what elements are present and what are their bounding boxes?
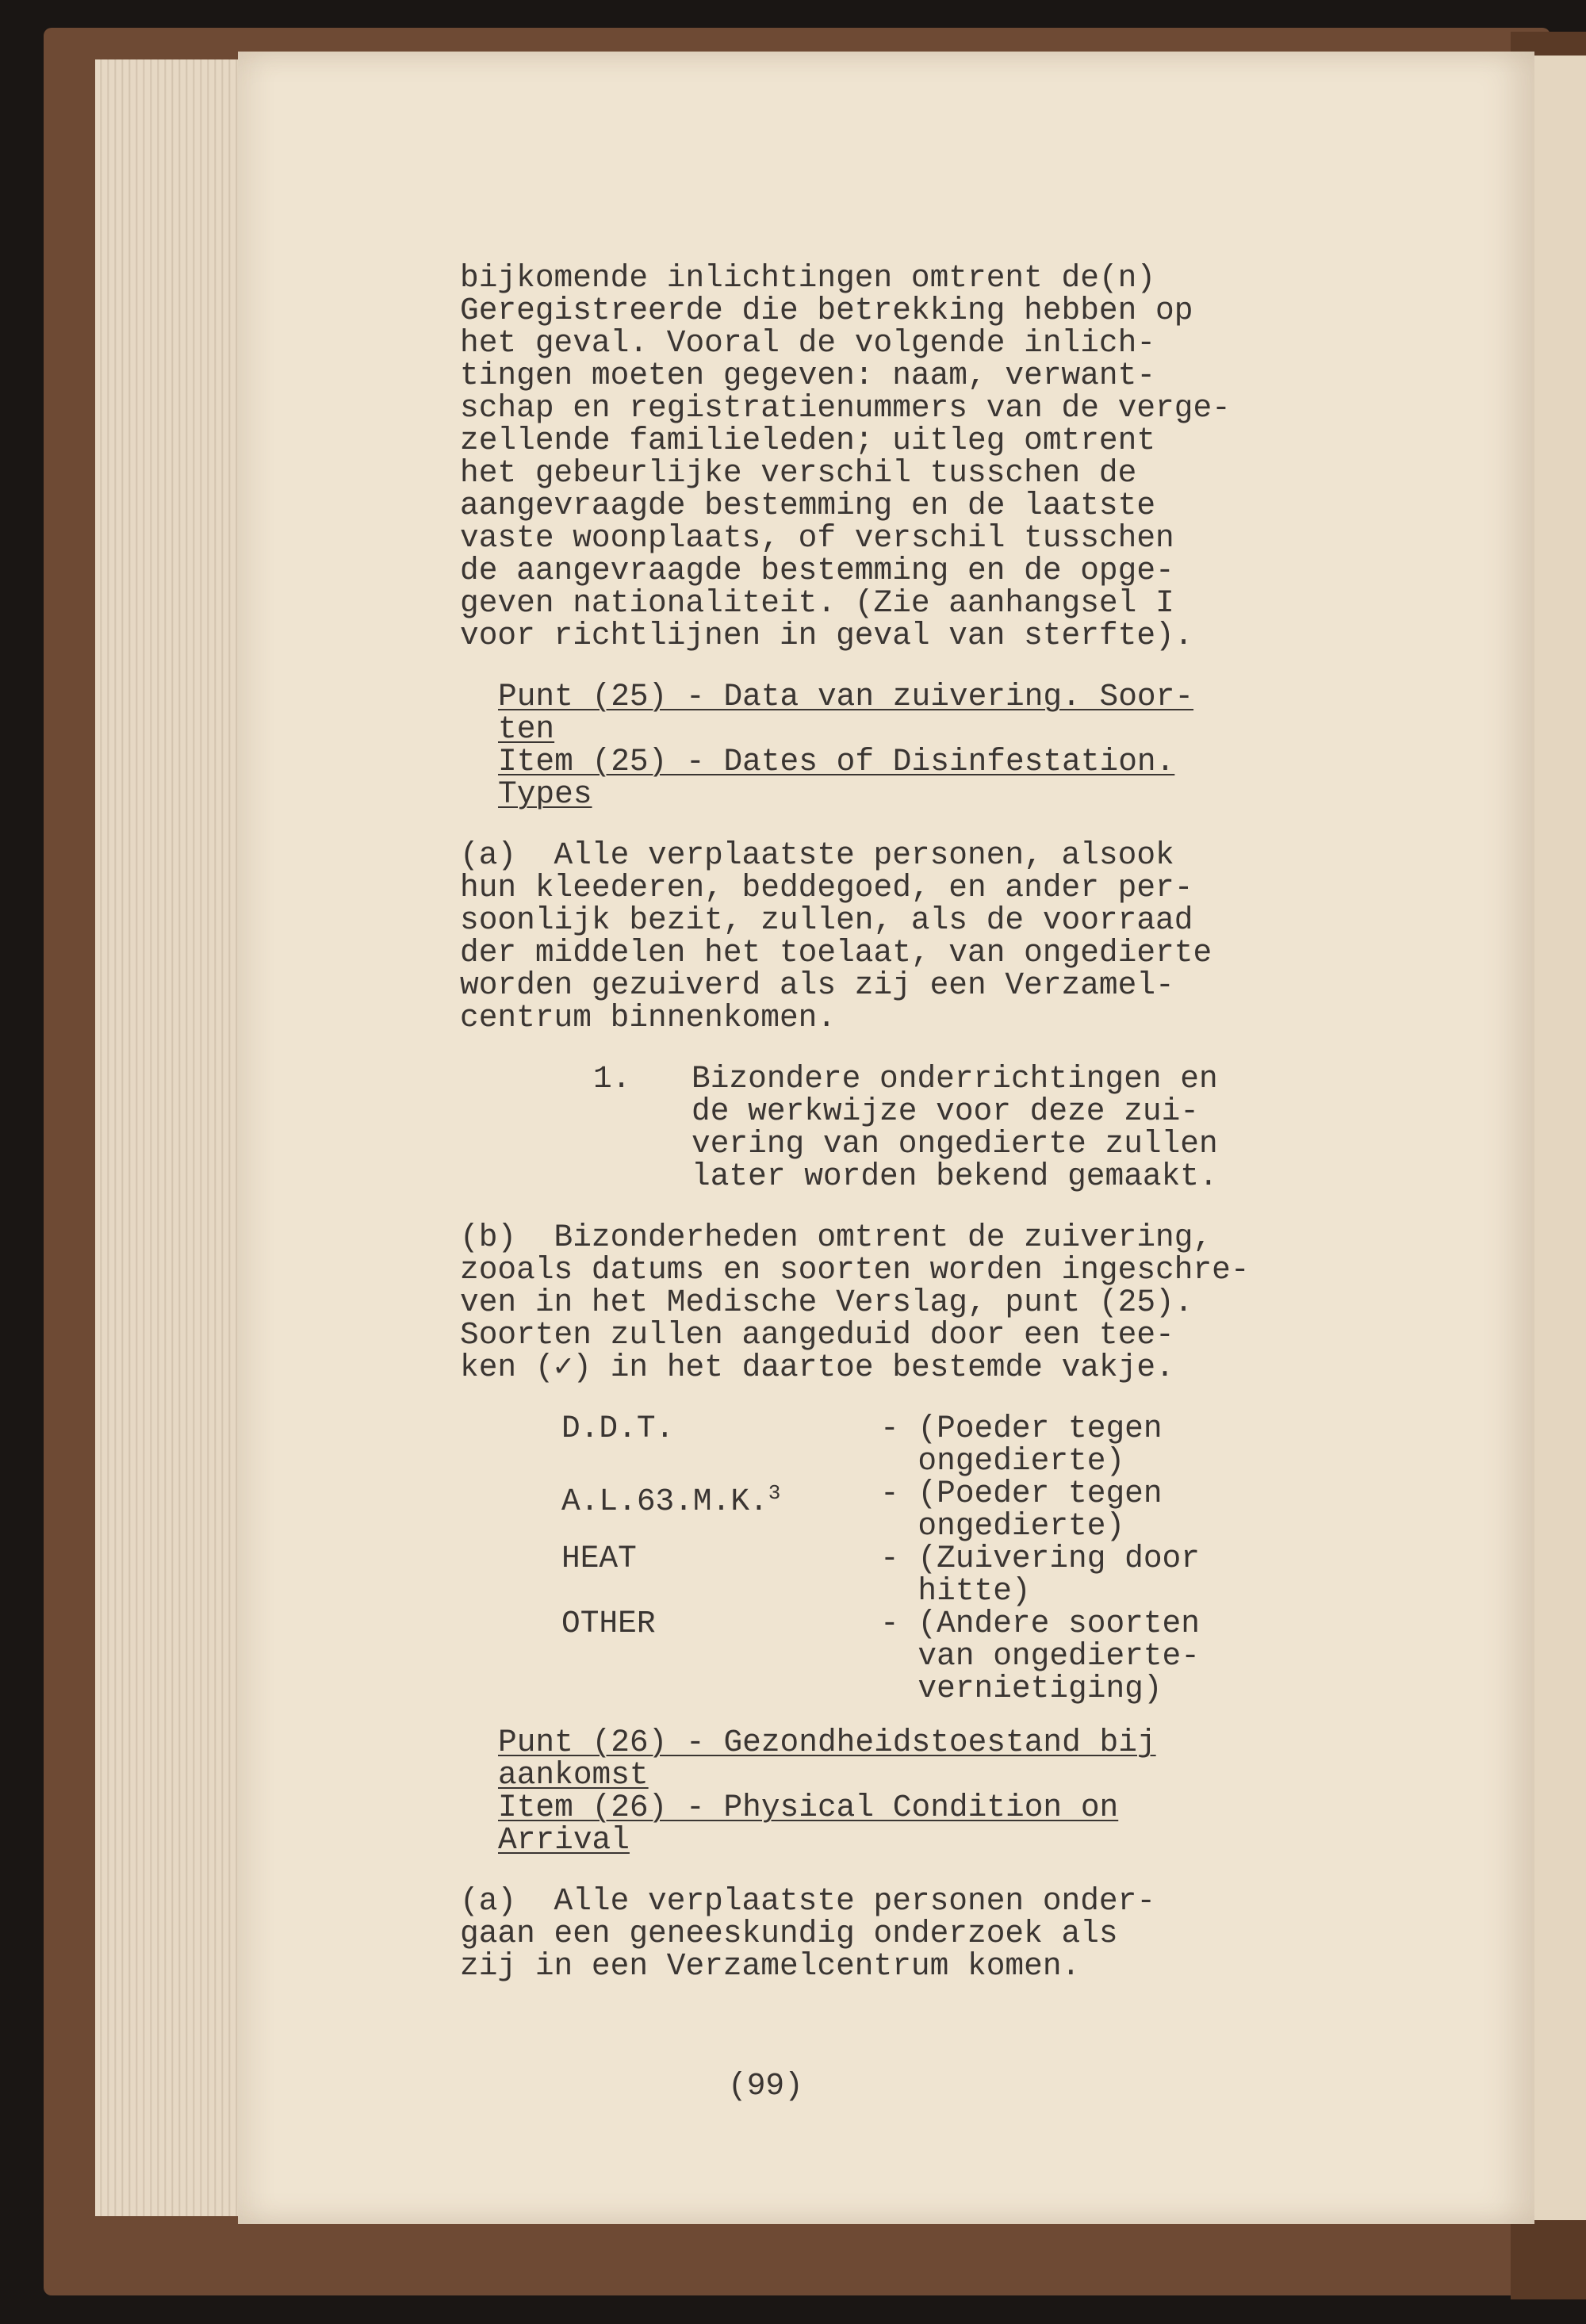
text-line: ken (✓) in het daartoe bestemde vakje. (460, 1350, 1174, 1385)
text-line: later worden bekend gemaakt. (691, 1158, 1218, 1194)
type-name: HEAT (561, 1541, 637, 1576)
text-line: hun kleederen, beddegoed, en ander per- (460, 870, 1193, 905)
type-description: - (Andere soorten (880, 1606, 1200, 1641)
text-line: voor richtlijnen in geval van sterfte). (460, 618, 1193, 653)
type-description: - (Poeder tegen (880, 1411, 1163, 1446)
item-number: 1. (593, 1061, 631, 1097)
text-line: zij in een Verzamelcentrum komen. (460, 1948, 1081, 1984)
type-superscript: 3 (768, 1481, 781, 1505)
numbered-item-1 (460, 1062, 1332, 1193)
text-line: centrum binnenkomen. (460, 1000, 837, 1036)
type-description: ongedierte) (880, 1443, 1125, 1479)
text-line: vaste woonplaats, of verschil tusschen (460, 520, 1174, 556)
text-line: vering van ongedierte zullen (691, 1126, 1218, 1162)
text-line: (a) Alle verplaatste personen onder- (460, 1883, 1156, 1919)
text-line: gaan een geneeskundig onderzoek als (460, 1916, 1118, 1951)
section-heading-25 (498, 680, 1332, 810)
text-line: aangevraagde bestemming en de laatste (460, 488, 1156, 523)
heading-line: Punt (25) - Data van zuivering. Soor- (498, 679, 1194, 714)
text-line: (a) Alle verplaatste personen, alsook (460, 837, 1174, 873)
text-line: de aangevraagde bestemming en de opge- (460, 553, 1174, 588)
text-line: geven nationaliteit. (Zie aanhangsel I (460, 585, 1174, 621)
section-heading-26 (498, 1726, 1332, 1856)
type-name: OTHER (561, 1606, 656, 1641)
page-text (460, 262, 1332, 1982)
text-line: worden gezuiverd als zij een Verzamel- (460, 967, 1174, 1003)
text-line: Geregistreerde die betrekking hebben op (460, 293, 1193, 328)
text-line: zellende familieleden; uitleg omtrent (460, 423, 1156, 458)
heading-line: aankomst (498, 1757, 649, 1793)
heading-line: Item (26) - Physical Condition on (498, 1790, 1119, 1825)
text-line: zooals datums en soorten worden ingeschre- (460, 1252, 1250, 1288)
paragraph-25a (460, 839, 1332, 1034)
type-name: A.L.63.M.K.$^3$ (561, 1481, 781, 1520)
text-line: (b) Bizonderheden omtrent de zuivering, (460, 1219, 1212, 1255)
type-description: ongedierte) (880, 1508, 1125, 1544)
heading-line: Arrival (498, 1822, 630, 1858)
type-description: van ongedierte- (880, 1638, 1200, 1674)
type-description: hitte) (880, 1573, 1031, 1609)
text-line: ven in het Medische Verslag, punt (25). (460, 1285, 1193, 1320)
text-line: schap en registratienummers van de verge- (460, 390, 1231, 426)
text-line: Bizondere onderrichtingen en (691, 1061, 1218, 1097)
type-description: vernietiging) (880, 1671, 1163, 1706)
page-stack-edges (95, 59, 254, 2216)
text-line: der middelen het toelaat, van ongedierte (460, 935, 1212, 971)
heading-line: ten (498, 711, 555, 747)
text-line: het geval. Vooral de volgende inlich- (460, 325, 1156, 361)
facing-page-edge (1534, 56, 1586, 2220)
text-line: tingen moeten gegeven: naam, verwant- (460, 358, 1156, 393)
text-line: Soorten zullen aangeduid door een tee- (460, 1317, 1174, 1353)
text-line: soonlijk bezit, zullen, als de voorraad (460, 902, 1193, 938)
text-line: bijkomende inlichtingen omtrent de(n) (460, 260, 1156, 296)
paragraph-25b (460, 1221, 1332, 1384)
heading-line: Types (498, 776, 592, 812)
paragraph-26a (460, 1885, 1332, 1982)
heading-line: Punt (26) - Gezondheidstoestand bij (498, 1725, 1156, 1760)
type-description: - (Poeder tegen (880, 1476, 1163, 1511)
text-line: het gebeurlijke verschil tusschen de (460, 455, 1137, 491)
intro-paragraph (460, 262, 1332, 652)
type-name: D.D.T. (561, 1411, 675, 1446)
type-description: - (Zuivering door (880, 1541, 1200, 1576)
heading-line: Item (25) - Dates of Disinfestation. (498, 744, 1175, 779)
disinfestation-types-list (460, 1412, 1332, 1706)
page-number: (99) (728, 2068, 803, 2104)
text-line: de werkwijze voor deze zui- (691, 1093, 1200, 1129)
